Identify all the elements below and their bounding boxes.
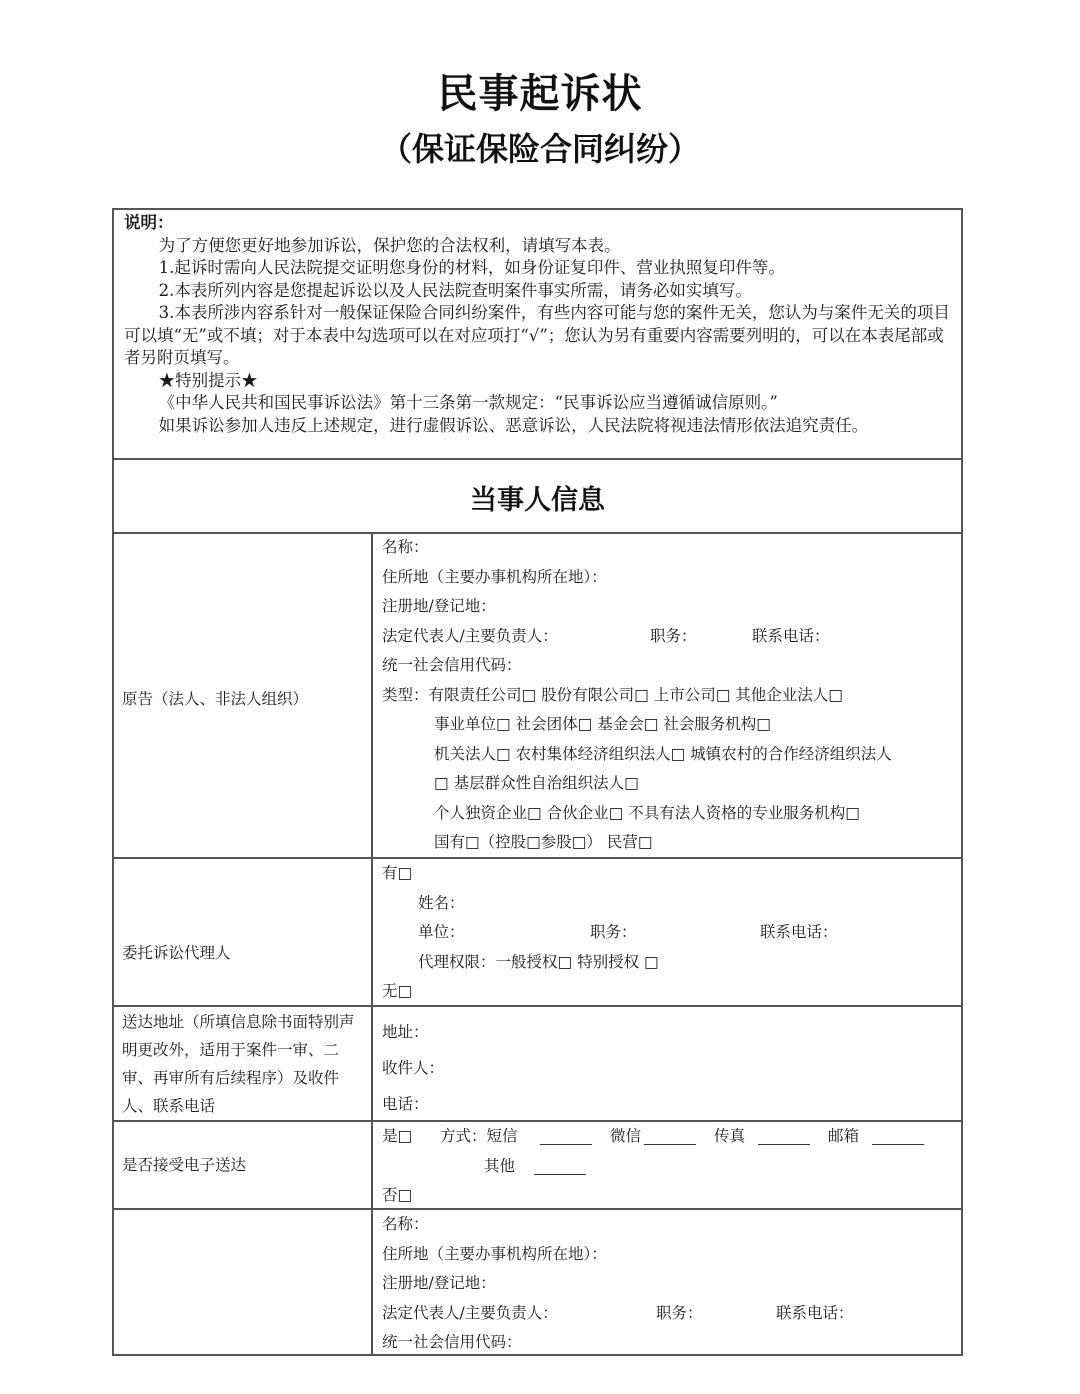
- plaintiff-type-row-2: [382, 710, 957, 740]
- type-option[interactable]: 有限责任公司□: [428, 685, 537, 704]
- type-option[interactable]: □: [434, 774, 449, 792]
- electronic-service-fields: [382, 1122, 957, 1211]
- sms-method-label: 方式：短信: [440, 1127, 518, 1145]
- defendant-credit-code-field[interactable]: 统一社会信用代码：: [382, 1333, 522, 1351]
- type-option[interactable]: 机关法人□: [434, 744, 511, 763]
- defendant-fields: [382, 1210, 957, 1358]
- service-address-fields: [382, 1014, 957, 1122]
- instructions-item-2: 2.本表所列内容是您提起诉讼以及人民法院查明案件事实所需，请务必如实填写。: [158, 280, 752, 300]
- instructions-intro: 为了方便您更好地参加诉讼，保护您的合法权利，请填写本表。: [158, 235, 621, 255]
- other-method-label: 其他: [484, 1156, 516, 1175]
- agent-yes-option[interactable]: 有□: [382, 864, 413, 882]
- instructions-heading: 说明：: [124, 213, 174, 232]
- service-phone-field[interactable]: 电话：: [382, 1095, 429, 1113]
- type-option[interactable]: 社会团体□: [515, 715, 593, 733]
- electronic-service-no-option[interactable]: 否□: [382, 1186, 413, 1204]
- sms-blank[interactable]: [540, 1130, 592, 1145]
- defendant-position-field[interactable]: 职务：: [656, 1303, 703, 1322]
- complaint-form-table: [112, 208, 963, 1356]
- electronic-service-other-row: [382, 1152, 957, 1182]
- agent-label: 委托诉讼代理人: [122, 944, 231, 962]
- service-address-field[interactable]: 地址：: [382, 1023, 429, 1041]
- type-option[interactable]: 基金会□: [597, 715, 659, 733]
- type-option[interactable]: 其他企业法人□: [735, 685, 843, 704]
- document-title: 民事起诉状: [437, 71, 643, 117]
- plaintiff-domicile-field[interactable]: 住所地（主要办事机构所在地）：: [382, 567, 607, 586]
- law-quote: 《中华人民共和国民事诉讼法》第十三条第一款规定：“民事诉讼应当遵循诚信原则。”: [158, 393, 778, 412]
- defendant-phone-field[interactable]: 联系电话：: [776, 1303, 854, 1322]
- electronic-service-label: 是否接受电子送达: [122, 1156, 247, 1174]
- agent-phone-field[interactable]: 联系电话：: [760, 923, 838, 941]
- defendant-domicile-field[interactable]: 住所地（主要办事机构所在地）：: [382, 1244, 607, 1263]
- special-notice-heading: ★特别提示★: [158, 370, 258, 390]
- instructions-section: [124, 212, 954, 437]
- defendant-rep-row: [382, 1299, 957, 1329]
- plaintiff-type-row-4: [382, 769, 957, 799]
- electronic-service-yes-row: [382, 1122, 957, 1152]
- agent-name-field[interactable]: 姓名：: [418, 893, 465, 912]
- warning-text: 如果诉讼参加人违反上述规定，进行虚假诉讼、恶意诉讼，人民法院将视违法情形依法追究责任。: [158, 415, 869, 435]
- plaintiff-position-field[interactable]: 职务：: [650, 626, 697, 645]
- type-option[interactable]: 合伙企业□: [546, 803, 624, 822]
- type-option[interactable]: 上市公司□: [653, 685, 731, 704]
- plaintiff-legal-rep-field[interactable]: 法定代表人/主要负责人：: [382, 626, 558, 645]
- type-option[interactable]: 个人独资企业□: [434, 803, 542, 822]
- type-option[interactable]: 国有□（控股□参股□）: [434, 833, 602, 851]
- plaintiff-type-label: 类型：: [382, 685, 429, 704]
- electronic-service-yes-option[interactable]: 是□: [382, 1127, 413, 1145]
- agent-position-field[interactable]: 职务：: [590, 923, 637, 941]
- plaintiff-label: 原告（法人、非法人组织）: [122, 690, 309, 708]
- plaintiff-registered-field[interactable]: 注册地/登记地：: [382, 597, 496, 615]
- wechat-blank[interactable]: [644, 1130, 696, 1145]
- plaintiff-type-row-6: [382, 828, 957, 858]
- type-option[interactable]: 股份有限公司□: [541, 685, 649, 704]
- plaintiff-phone-field[interactable]: 联系电话：: [752, 626, 830, 645]
- defendant-registered-field[interactable]: 注册地/登记地：: [382, 1274, 496, 1292]
- plaintiff-name-field[interactable]: 名称：: [382, 538, 429, 556]
- plaintiff-type-row-3: [382, 740, 957, 770]
- plaintiff-type-row-1: [382, 681, 957, 711]
- plaintiff-rep-row: [382, 622, 957, 652]
- agent-authority-row: [382, 948, 957, 978]
- type-option[interactable]: 事业单位□: [434, 715, 511, 733]
- type-option[interactable]: 民营□: [606, 833, 653, 851]
- agent-special-authority-option[interactable]: 特别授权 □: [577, 952, 659, 971]
- agent-no-option[interactable]: 无□: [382, 982, 413, 1000]
- fax-method-label: 传真: [714, 1127, 746, 1145]
- type-option[interactable]: 农村集体经济组织法人□: [515, 744, 686, 763]
- agent-fields: [382, 859, 957, 1007]
- type-option[interactable]: 城镇农村的合作经济组织法人: [690, 744, 892, 763]
- type-option[interactable]: 社会服务机构□: [663, 715, 771, 733]
- instructions-item-3: 3.本表所涉内容系针对一般保证保险合同纠纷案件，有些内容可能与您的案件无关，您认为与案件无关的项目可以填“无”或不填；对于本表中勾选项可以在对应项打“√”；您认为另有重要内容需要列明的，可以在本表尾部或者另附页填写。: [124, 303, 950, 367]
- plaintiff-fields: [382, 533, 957, 858]
- agent-general-authority-option[interactable]: 代理权限：一般授权□: [418, 952, 573, 971]
- section-title: 当事人信息: [470, 485, 605, 516]
- defendant-legal-rep-field[interactable]: 法定代表人/主要负责人：: [382, 1303, 558, 1322]
- document-subtitle: （保证保险合同纠纷）: [379, 130, 700, 168]
- divider: [114, 458, 961, 460]
- type-option[interactable]: 基层群众性自治组织法人□: [453, 774, 639, 792]
- plaintiff-credit-code-field[interactable]: 统一社会信用代码：: [382, 656, 522, 674]
- service-address-label: 送达地址（所填信息除书面特别声明更改外，适用于案件一审、二审、再审所有后续程序）及收件人、联系电话: [122, 1013, 355, 1115]
- instructions-item-1: 1.起诉时需向人民法院提交证明您身份的材料，如身份证复印件、营业执照复印件等。: [158, 258, 785, 277]
- defendant-name-field[interactable]: 名称：: [382, 1215, 429, 1233]
- plaintiff-type-row-5: [382, 799, 957, 829]
- divider: [114, 1005, 961, 1007]
- email-blank[interactable]: [872, 1130, 924, 1145]
- wechat-method-label: 微信: [610, 1127, 642, 1145]
- service-recipient-field[interactable]: 收件人：: [382, 1059, 445, 1077]
- other-blank[interactable]: [534, 1160, 586, 1175]
- fax-blank[interactable]: [758, 1130, 810, 1145]
- email-method-label: 邮箱: [828, 1127, 860, 1145]
- type-option[interactable]: 不具有法人资格的专业服务机构□: [628, 803, 860, 822]
- agent-unit-field[interactable]: 单位：: [418, 923, 465, 941]
- agent-unit-row: [382, 918, 957, 948]
- column-divider: [371, 532, 373, 1356]
